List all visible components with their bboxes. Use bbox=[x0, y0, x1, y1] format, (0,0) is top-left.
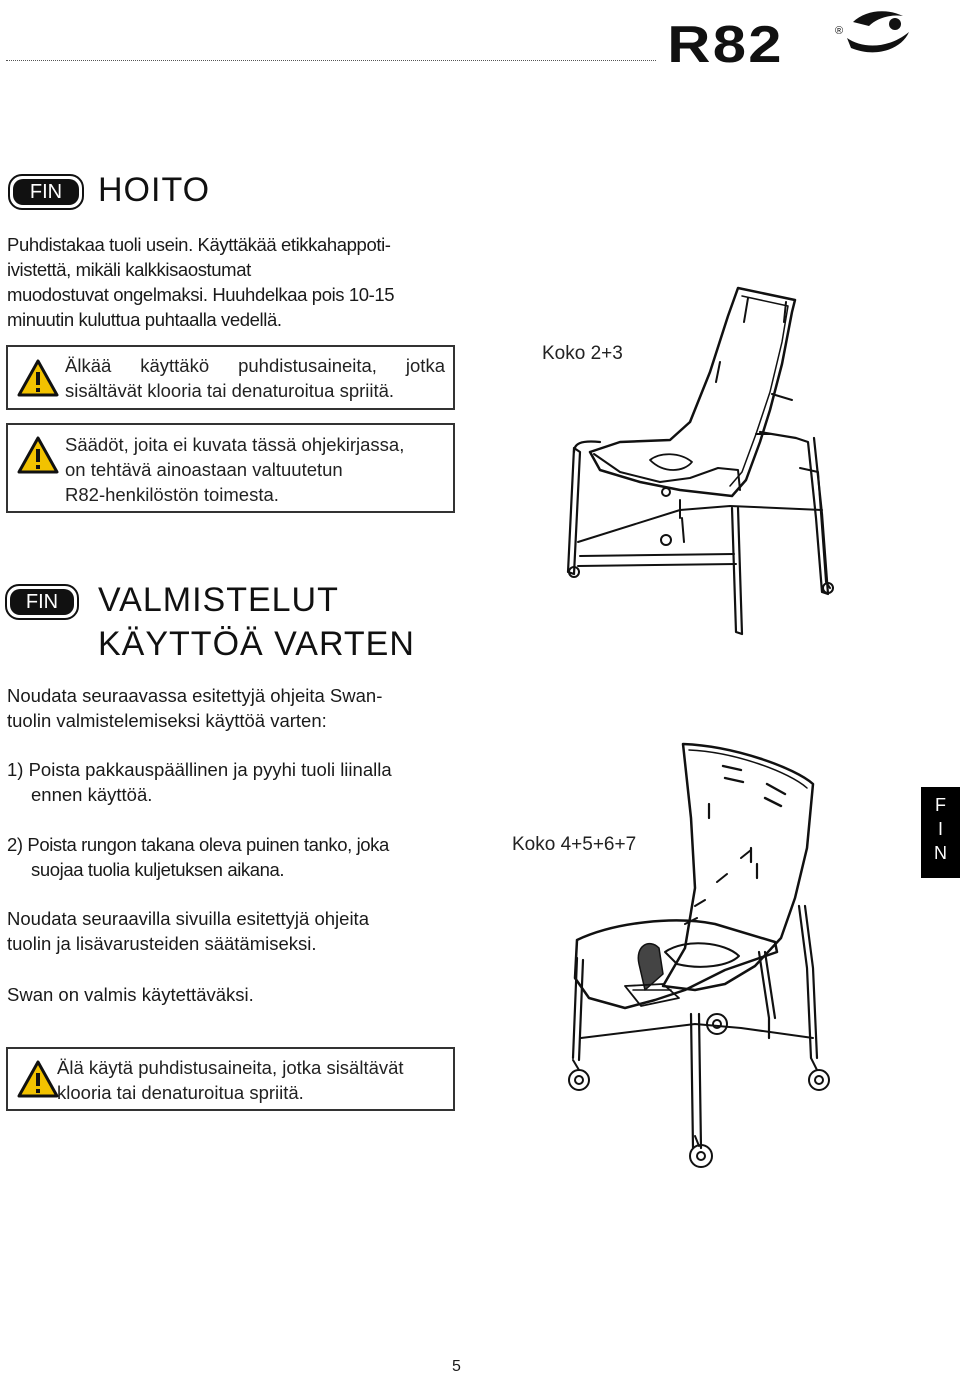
prep-intro bbox=[7, 683, 457, 733]
language-badge bbox=[8, 174, 84, 210]
prep-step-line: 2) Poista rungon takana oleva puinen tanko, joka bbox=[7, 834, 389, 855]
language-badge-label: FIN bbox=[13, 179, 79, 205]
language-side-tab bbox=[921, 787, 960, 878]
chair-illustration-large bbox=[545, 738, 845, 1178]
warning-text-line: sisältävät klooria tai denaturoitua spriitä. bbox=[65, 380, 395, 401]
warning-icon bbox=[16, 358, 60, 398]
warning-text-line: R82-henkilöstön toimesta. bbox=[65, 484, 279, 505]
prep-step-1 bbox=[7, 757, 457, 807]
svg-text:R82: R82 bbox=[667, 14, 784, 66]
side-tab-letter: F bbox=[935, 795, 946, 815]
care-heading: HOITO bbox=[98, 171, 211, 209]
prep-heading bbox=[98, 578, 415, 666]
prep-ready: Swan on valmis käytettäväksi. bbox=[7, 984, 254, 1005]
language-badge-label: FIN bbox=[10, 589, 74, 615]
prep-followup bbox=[7, 906, 457, 956]
care-body bbox=[7, 232, 457, 332]
care-body-line: Puhdistakaa tuoli usein. Käyttäkää etikkahappoti- bbox=[7, 234, 391, 255]
prep-step-line: 1) Poista pakkauspäällinen ja pyyhi tuoli liinalla bbox=[7, 759, 392, 780]
warning-text-line: on tehtävä ainoastaan valtuutetun bbox=[65, 459, 343, 480]
side-tab-letter: N bbox=[934, 843, 947, 863]
figure-caption: Koko 2+3 bbox=[542, 343, 623, 364]
warning-box bbox=[6, 345, 455, 410]
warning-text-line: Säädöt, joita ei kuvata tässä ohjekirjassa, bbox=[65, 434, 405, 455]
care-body-line: ivistettä, mikäli kalkkisaostumat bbox=[7, 259, 251, 280]
prep-step-line: suojaa tuolia kuljetuksen aikana. bbox=[31, 859, 285, 880]
language-badge bbox=[5, 584, 79, 620]
warning-box bbox=[6, 1047, 455, 1111]
warning-text-line: klooria tai denaturoitua spriitä. bbox=[57, 1082, 304, 1103]
prep-intro-line: Noudata seuraavassa esitettyjä ohjeita Swan- bbox=[7, 685, 383, 706]
header-dotted-rule bbox=[6, 60, 656, 61]
prep-heading-line: KÄYTTÖÄ VARTEN bbox=[98, 625, 415, 663]
prep-heading-line: VALMISTELUT bbox=[98, 581, 339, 619]
svg-text:®: ® bbox=[835, 25, 844, 37]
r82-logo bbox=[665, 2, 915, 66]
warning-icon bbox=[16, 1059, 60, 1099]
prep-followup-line: tuolin ja lisävarusteiden säätämiseksi. bbox=[7, 933, 317, 954]
care-body-line: muodostuvat ongelmaksi. Huuhdelkaa pois 10-15 bbox=[7, 284, 395, 305]
figure-caption: Koko 4+5+6+7 bbox=[512, 834, 637, 855]
warning-icon bbox=[16, 435, 60, 475]
page-number: 5 bbox=[452, 1358, 461, 1375]
side-tab-letter: I bbox=[937, 819, 943, 839]
prep-followup-line: Noudata seuraavilla sivuilla esitettyjä ohjeita bbox=[7, 908, 369, 929]
chair-illustration-small bbox=[560, 282, 840, 644]
prep-intro-line: tuolin valmistelemiseksi käyttöä varten: bbox=[7, 710, 327, 731]
warning-box bbox=[6, 423, 455, 513]
warning-text-line: Älä käytä puhdistusaineita, jotka sisältävät bbox=[57, 1057, 404, 1078]
prep-step-line: ennen käyttöä. bbox=[31, 784, 153, 805]
care-body-line: minuutin kuluttua puhtaalla vedellä. bbox=[7, 309, 282, 330]
warning-text-line: Älkää käyttäkö puhdistusaineita, jotka bbox=[65, 355, 445, 376]
prep-step-2 bbox=[7, 832, 457, 882]
